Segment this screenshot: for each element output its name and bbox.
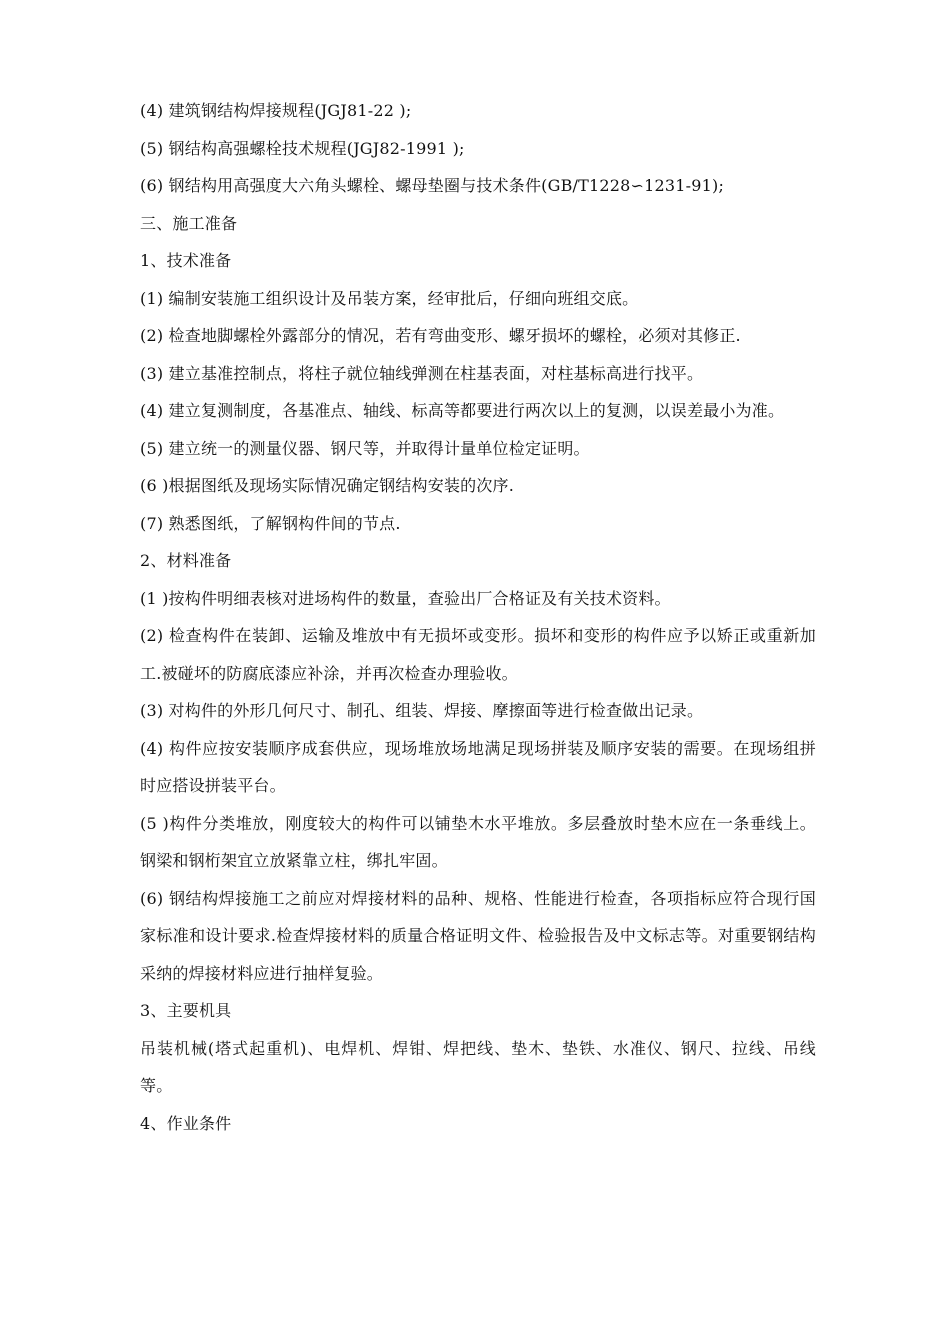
technical-item-2: (2) 检查地脚螺栓外露部分的情况，若有弯曲变形、螺牙损坏的螺栓，必须对其修正. — [140, 326, 741, 345]
subsection-heading-technical-preparation: 1、技术准备 — [140, 251, 232, 270]
subsection-heading-main-tools: 3、主要机具 — [140, 1001, 232, 1020]
subsection-heading-work-conditions: 4、作业条件 — [140, 1113, 232, 1133]
section-heading-construction-preparation: 三、施工准备 — [140, 213, 238, 233]
document-body — [140, 92, 816, 1142]
technical-item-4: (4) 建立复测制度，各基准点、轴线、标高等都要进行两次以上的复测，以误差最小为准。 — [140, 401, 785, 420]
material-item-3: (3) 对构件的外形几何尺寸、制孔、组装、焊接、摩擦面等进行检查做出记录。 — [140, 701, 704, 720]
material-item-1: (1 )按构件明细表核对进场构件的数量，查验出厂合格证及有关技术资料。 — [140, 588, 671, 608]
technical-item-6: (6 )根据图纸及现场实际情况确定钢结构安装的次序. — [140, 476, 515, 495]
standard-item-6: (6) 钢结构用高强度大六角头螺栓、螺母垫圈与技术条件(GB/T1228∽1231-91); — [140, 176, 725, 195]
technical-item-7: (7) 熟悉图纸，了解钢构件间的节点. — [140, 513, 401, 533]
standard-item-4: (4) 建筑钢结构焊接规程(JGJ81-22 ); — [140, 101, 412, 120]
main-tools-list: 吊装机械(塔式起重机)、电焊机、焊钳、焊把线、垫木、垫铁、水准仪、钢尺、拉线、吊线等。 — [140, 1038, 816, 1095]
material-item-2: (2) 检查构件在装卸、运输及堆放中有无损坏或变形。损坏和变形的构件应予以矫正或重新加工.被碰坏的防腐底漆应补涂，并再次检查办理验收。 — [140, 626, 816, 683]
material-item-6: (6) 钢结构焊接施工之前应对焊接材料的品种、规格、性能进行检查，各项指标应符合现行国家标准和设计要求.检查焊接材料的质量合格证明文件、检验报告及中文标志等。对重要钢结构采纳的焊接材料应进行抽样复验。 — [140, 888, 816, 983]
technical-item-5: (5) 建立统一的测量仪器、钢尺等，并取得计量单位检定证明。 — [140, 438, 590, 458]
technical-item-1: (1) 编制安装施工组织设计及吊装方案，经审批后，仔细向班组交底。 — [140, 288, 639, 308]
material-item-5: (5 )构件分类堆放，刚度较大的构件可以铺垫木水平堆放。多层叠放时垫木应在一条垂线上。钢梁和钢桁架宜立放紧靠立柱，绑扎牢固。 — [140, 813, 816, 870]
subsection-heading-material-preparation: 2、材料准备 — [140, 551, 232, 570]
standard-item-5: (5) 钢结构高强螺栓技术规程(JGJ82-1991 ); — [140, 138, 465, 158]
technical-item-3: (3) 建立基准控制点，将柱子就位轴线弹测在柱基表面，对柱基标高进行找平。 — [140, 363, 704, 383]
material-item-4: (4) 构件应按安装顺序成套供应，现场堆放场地满足现场拼装及顺序安装的需要。在现场组拼时应搭设拼装平台。 — [140, 738, 816, 795]
